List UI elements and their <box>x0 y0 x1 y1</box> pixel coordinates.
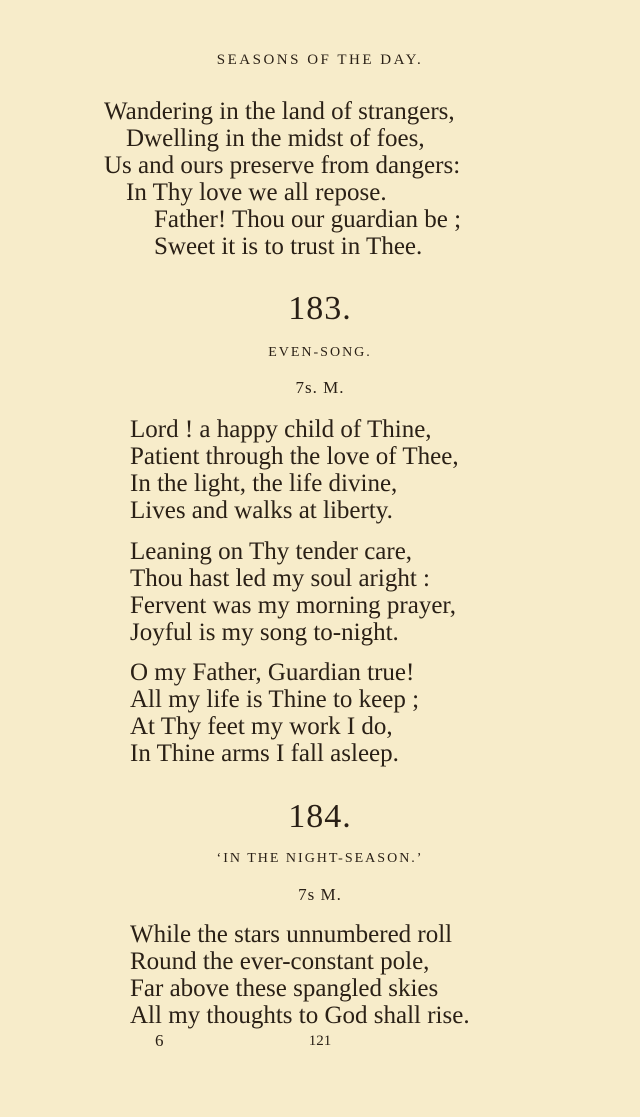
verse-line: Patient through the love of Thee, <box>130 443 459 470</box>
verse-line: Us and ours preserve from dangers: <box>104 152 461 179</box>
hymn-number-184: 184. <box>288 798 352 835</box>
hymn-title-184: ‘IN THE NIGHT-SEASON.’ <box>216 851 424 866</box>
verse-line: Far above these spangled skies <box>130 975 439 1002</box>
stanza-183-3 <box>130 659 419 767</box>
verse-line: Thou hast led my soul aright : <box>130 565 430 592</box>
stanza-continued <box>104 98 461 260</box>
hymn-meter-183: 7s. M. <box>295 378 345 397</box>
verse-line: At Thy feet my work I do, <box>130 713 393 740</box>
running-head: SEASONS OF THE DAY. <box>216 52 424 68</box>
page-number: 121 <box>308 1033 332 1049</box>
verse-line: In the light, the life divine, <box>130 470 398 497</box>
verse-line: O my Father, Guardian true! <box>130 659 415 686</box>
verse-line: Dwelling in the midst of foes, <box>126 125 425 152</box>
verse-line: In Thine arms I fall asleep. <box>130 740 399 767</box>
verse-line: Round the ever-constant pole, <box>130 948 430 975</box>
verse-line: Fervent was my morning prayer, <box>130 592 457 619</box>
stanza-184-1 <box>130 921 470 1029</box>
verse-line: All my thoughts to God shall rise. <box>130 1002 470 1029</box>
verse-line: Leaning on Thy tender care, <box>130 538 413 565</box>
hymn-title-183: EVEN-SONG. <box>268 345 372 360</box>
signature-mark: 6 <box>155 1031 164 1050</box>
verse-line: While the stars unnumbered roll <box>130 921 453 948</box>
hymn-meter-184: 7s M. <box>298 885 342 904</box>
verse-line: Wandering in the land of strangers, <box>104 98 455 125</box>
stanza-183-2 <box>130 538 456 646</box>
verse-line: All my life is Thine to keep ; <box>130 686 420 713</box>
verse-line: Lord ! a happy child of Thine, <box>130 416 432 443</box>
stanza-183-1 <box>130 416 459 524</box>
verse-line: Sweet it is to trust in Thee. <box>154 233 423 260</box>
verse-line: In Thy love we all repose. <box>126 179 387 206</box>
verse-line: Father! Thou our guardian be ; <box>154 206 462 233</box>
verse-line: Lives and walks at liberty. <box>130 497 393 524</box>
hymn-number-183: 183. <box>288 290 352 327</box>
verse-line: Joyful is my song to-night. <box>130 619 399 646</box>
